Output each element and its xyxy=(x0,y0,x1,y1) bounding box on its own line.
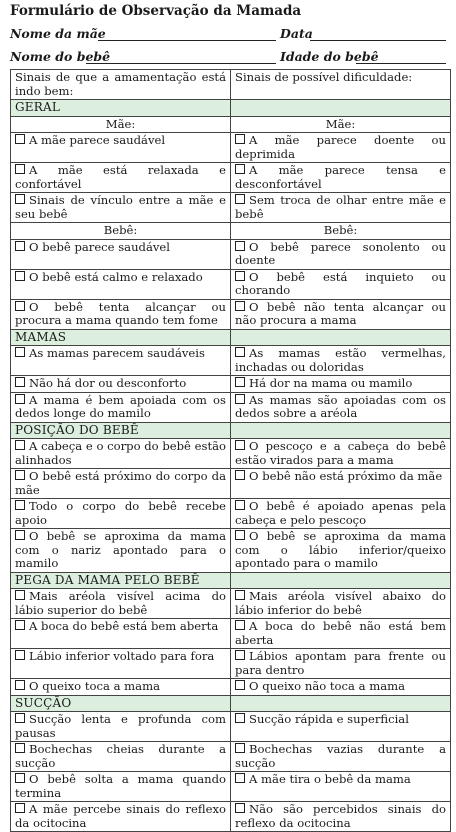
checkbox[interactable] xyxy=(15,713,25,723)
header-good-signs: Sinais de que a amamentação está indo bem: xyxy=(11,70,231,100)
subsection-label-row xyxy=(11,223,451,240)
difficulty-sign-cell xyxy=(231,376,451,393)
table-row xyxy=(11,679,451,696)
section-header-row xyxy=(11,329,451,346)
difficulty-sign-cell xyxy=(231,346,451,376)
difficulty-sign-cell xyxy=(231,589,451,619)
sign-text: A cabeça e o corpo do bebê estão alinhados xyxy=(15,439,226,467)
checkbox[interactable] xyxy=(235,377,245,387)
checkbox[interactable] xyxy=(15,650,25,660)
checkbox[interactable] xyxy=(15,347,25,357)
checkbox[interactable] xyxy=(235,803,245,813)
good-sign-cell xyxy=(11,239,231,269)
table-row xyxy=(11,193,451,223)
section-title-blank xyxy=(231,329,451,346)
section-title: POSIÇÃO DO BEBÊ xyxy=(11,422,231,439)
section-header-row xyxy=(11,695,451,712)
table-row xyxy=(11,772,451,802)
checkbox[interactable] xyxy=(235,194,245,204)
good-sign-cell xyxy=(11,649,231,679)
checkbox[interactable] xyxy=(235,470,245,480)
sign-text: As mamas são apoiadas com os dedos sobre a aréola xyxy=(235,392,446,420)
section-title-blank xyxy=(231,572,451,589)
sign-text: O bebê está inquieto ou chorando xyxy=(235,269,446,297)
section-title: PEGA DA MAMA PELO BEBÊ xyxy=(11,572,231,589)
table-row xyxy=(11,499,451,529)
sign-text: Sucção rápida e superficial xyxy=(249,712,409,726)
checkbox[interactable] xyxy=(235,743,245,753)
good-sign-cell xyxy=(11,499,231,529)
sign-text: O bebê não tenta alcançar ou não procura a mama xyxy=(235,299,446,327)
checkbox[interactable] xyxy=(15,134,25,144)
good-sign-cell xyxy=(11,712,231,742)
sign-text: O queixo não toca a mama xyxy=(249,679,406,693)
difficulty-sign-cell xyxy=(231,239,451,269)
sign-text: O bebê não está próximo da mãe xyxy=(249,469,443,483)
date-label: Data xyxy=(280,26,313,41)
checkbox[interactable] xyxy=(15,773,25,783)
good-sign-cell xyxy=(11,742,231,772)
sign-text: Sucção lenta e profunda com pausas xyxy=(15,712,226,740)
table-row xyxy=(11,742,451,772)
section-title-blank xyxy=(231,100,451,117)
checkbox[interactable] xyxy=(235,394,245,404)
baby-age-label: Idade do bebê xyxy=(280,49,379,64)
sign-text: A mãe parece doente ou deprimida xyxy=(235,133,446,161)
sign-text: Não são percebidos sinais do reflexo da ocitocina xyxy=(235,802,446,830)
sign-text: A boca do bebê não está bem aberta xyxy=(235,619,446,647)
checkbox[interactable] xyxy=(235,773,245,783)
checkbox[interactable] xyxy=(235,713,245,723)
checkbox[interactable] xyxy=(15,680,25,690)
sign-text: Bochechas vazias durante a sucção xyxy=(235,742,446,770)
table-row xyxy=(11,469,451,499)
sign-text: A mãe parece saudável xyxy=(29,133,166,147)
section-title: MAMAS xyxy=(11,329,231,346)
sign-text: Mais aréola visível acima do lábio superior do bebê xyxy=(15,589,226,617)
sign-text: O bebê parece sonolento ou doente xyxy=(235,239,446,267)
difficulty-sign-cell xyxy=(231,499,451,529)
baby-name-label: Nome do bebê xyxy=(10,49,111,64)
checkbox[interactable] xyxy=(15,271,25,281)
difficulty-sign-cell xyxy=(231,193,451,223)
subsection-label: Bebê: xyxy=(231,223,451,240)
table-header-row xyxy=(11,70,451,100)
sign-text: Sinais de vínculo entre a mãe e seu bebê xyxy=(15,193,226,221)
checkbox[interactable] xyxy=(15,301,25,311)
sign-text: A mãe tira o bebê da mama xyxy=(249,772,411,786)
good-sign-cell xyxy=(11,346,231,376)
difficulty-sign-cell xyxy=(231,133,451,163)
difficulty-sign-cell xyxy=(231,439,451,469)
section-header-row xyxy=(11,100,451,117)
difficulty-sign-cell xyxy=(231,712,451,742)
difficulty-sign-cell xyxy=(231,529,451,573)
table-row xyxy=(11,712,451,742)
checkbox[interactable] xyxy=(15,803,25,813)
difficulty-sign-cell xyxy=(231,299,451,329)
checkbox[interactable] xyxy=(235,530,245,540)
sign-text: O queixo toca a mama xyxy=(29,679,160,693)
checkbox[interactable] xyxy=(235,271,245,281)
checkbox[interactable] xyxy=(235,347,245,357)
good-sign-cell xyxy=(11,163,231,193)
checkbox[interactable] xyxy=(15,440,25,450)
section-header-row xyxy=(11,572,451,589)
sign-text: Lábio inferior voltado para fora xyxy=(29,649,215,663)
section-header-row xyxy=(11,422,451,439)
good-sign-cell xyxy=(11,439,231,469)
table-row xyxy=(11,802,451,832)
good-sign-cell xyxy=(11,392,231,422)
good-sign-cell xyxy=(11,529,231,573)
table-row xyxy=(11,529,451,573)
good-sign-cell xyxy=(11,772,231,802)
checkbox[interactable] xyxy=(235,590,245,600)
section-title: SUCÇÃO xyxy=(11,695,231,712)
checkbox[interactable] xyxy=(235,241,245,251)
sign-text: O bebê tenta alcançar ou procura a mama quando tem fome xyxy=(15,299,226,327)
sign-text: A mãe está relaxada e confortável xyxy=(15,163,226,191)
checkbox[interactable] xyxy=(235,680,245,690)
good-sign-cell xyxy=(11,619,231,649)
table-row xyxy=(11,163,451,193)
good-sign-cell xyxy=(11,589,231,619)
observation-table xyxy=(10,69,451,832)
good-sign-cell xyxy=(11,299,231,329)
good-sign-cell xyxy=(11,133,231,163)
sign-text: O bebê parece saudável xyxy=(29,239,170,254)
difficulty-sign-cell xyxy=(231,679,451,696)
sign-text: Não há dor ou desconforto xyxy=(29,376,187,390)
checkbox[interactable] xyxy=(235,164,245,174)
checkbox[interactable] xyxy=(235,650,245,660)
subsection-label: Mãe: xyxy=(231,116,451,133)
checkbox[interactable] xyxy=(15,620,25,630)
date-field[interactable] xyxy=(310,40,446,41)
sign-text: O bebê está calmo e relaxado xyxy=(29,269,203,284)
good-sign-cell xyxy=(11,802,231,832)
sign-text: O bebê se aproxima da mama com o nariz apontado para o mamilo xyxy=(15,529,226,570)
sign-text: Há dor na mama ou mamilo xyxy=(249,376,413,390)
checkbox[interactable] xyxy=(235,620,245,630)
difficulty-sign-cell xyxy=(231,269,451,299)
sign-text: A mãe parece tensa e desconfortável xyxy=(235,163,446,191)
sign-text: O bebê é apoiado apenas pela cabeça e pelo pescoço xyxy=(235,499,446,527)
table-row xyxy=(11,649,451,679)
table-row xyxy=(11,619,451,649)
sign-text: Mais aréola visível abaixo do lábio inferior do bebê xyxy=(235,589,446,617)
table-row xyxy=(11,269,451,299)
difficulty-sign-cell xyxy=(231,802,451,832)
good-sign-cell xyxy=(11,469,231,499)
sign-text: O bebê está próximo do corpo da mãe xyxy=(15,469,226,497)
difficulty-sign-cell xyxy=(231,469,451,499)
sign-text: A mama é bem apoiada com os dedos longe do mamilo xyxy=(15,392,226,420)
checkbox[interactable] xyxy=(235,134,245,144)
subsection-label: Mãe: xyxy=(11,116,231,133)
checkbox[interactable] xyxy=(15,743,25,753)
table-row xyxy=(11,589,451,619)
checkbox[interactable] xyxy=(15,164,25,174)
checkbox[interactable] xyxy=(15,470,25,480)
subsection-label: Bebê: xyxy=(11,223,231,240)
good-sign-cell xyxy=(11,269,231,299)
sign-text: Todo o corpo do bebê recebe apoio xyxy=(15,499,226,527)
checkbox[interactable] xyxy=(15,530,25,540)
table-row xyxy=(11,299,451,329)
checkbox[interactable] xyxy=(15,241,25,251)
difficulty-sign-cell xyxy=(231,742,451,772)
difficulty-sign-cell xyxy=(231,392,451,422)
table-row xyxy=(11,392,451,422)
sign-text: A mãe percebe sinais do reflexo da ocitocina xyxy=(15,802,226,830)
good-sign-cell xyxy=(11,193,231,223)
mother-name-label: Nome da mãe xyxy=(10,26,106,41)
sign-text: As mamas parecem saudáveis xyxy=(29,346,205,360)
section-title-blank xyxy=(231,422,451,439)
checkbox[interactable] xyxy=(15,500,25,510)
table-row xyxy=(11,439,451,469)
baby-name-field[interactable] xyxy=(86,63,276,64)
checkbox[interactable] xyxy=(15,194,25,204)
subsection-label-row xyxy=(11,116,451,133)
sign-text: O pescoço e a cabeça do bebê estão virados para a mama xyxy=(235,439,446,467)
checkbox[interactable] xyxy=(235,301,245,311)
sign-text: A boca do bebê está bem aberta xyxy=(29,619,219,633)
sign-text: As mamas estão vermelhas, inchadas ou doloridas xyxy=(235,346,446,374)
difficulty-sign-cell xyxy=(231,619,451,649)
sign-text: O bebê se aproxima da mama com o lábio inferior/queixo apontado para o mamilo xyxy=(235,529,446,570)
difficulty-sign-cell xyxy=(231,163,451,193)
sign-text: Sem troca de olhar entre mãe e bebê xyxy=(235,193,446,221)
checkbox[interactable] xyxy=(235,500,245,510)
mother-name-field[interactable] xyxy=(98,40,276,41)
section-title: GERAL xyxy=(11,100,231,117)
baby-age-field[interactable] xyxy=(356,63,446,64)
table-row xyxy=(11,133,451,163)
checkbox[interactable] xyxy=(15,377,25,387)
table-row xyxy=(11,239,451,269)
table-row xyxy=(11,376,451,393)
section-title-blank xyxy=(231,695,451,712)
difficulty-sign-cell xyxy=(231,649,451,679)
checkbox[interactable] xyxy=(15,590,25,600)
checkbox[interactable] xyxy=(235,440,245,450)
sign-text: Lábios apontam para frente ou para dentro xyxy=(235,649,446,677)
header-difficulty-signs: Sinais de possível dificuldade: xyxy=(231,70,451,100)
sign-text: Bochechas cheias durante a sucção xyxy=(15,742,226,770)
good-sign-cell xyxy=(11,376,231,393)
difficulty-sign-cell xyxy=(231,772,451,802)
checkbox[interactable] xyxy=(15,394,25,404)
form-title: Formulário de Observação da Mamada xyxy=(10,3,302,19)
sign-text: O bebê solta a mama quando termina xyxy=(15,772,226,800)
table-row xyxy=(11,346,451,376)
good-sign-cell xyxy=(11,679,231,696)
